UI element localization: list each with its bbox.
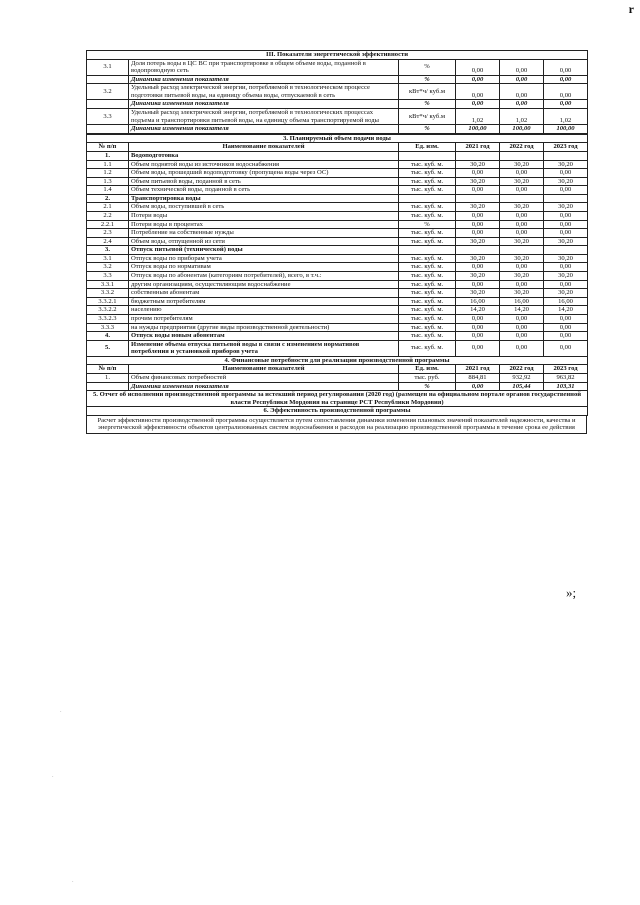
row-name: Потери воды bbox=[129, 211, 399, 220]
value-year-1: 0,00 bbox=[456, 169, 500, 178]
value-year-3: 30,20 bbox=[544, 177, 588, 186]
value-year-1: 1,02 bbox=[456, 109, 500, 125]
value-year-2: 30,20 bbox=[500, 237, 544, 246]
row-number: 3.3.2 bbox=[87, 289, 129, 298]
row-name: Доля потерь воды в ЦС ВС при транспортировке в общем объеме воды, поданной в водопроводную сеть bbox=[129, 59, 399, 75]
row-number bbox=[87, 100, 129, 109]
value-year-3 bbox=[544, 246, 588, 255]
dynamics-row bbox=[87, 100, 588, 109]
value-year-2: 0,00 bbox=[500, 280, 544, 289]
header-name: Наименование показателей bbox=[129, 143, 399, 152]
table-row bbox=[87, 220, 588, 229]
row-number: 1. bbox=[87, 373, 129, 382]
row-name: Объем воды, прошедший водоподготовку (пропущена воды через ОС) bbox=[129, 169, 399, 178]
row-name: Объем поднятой воды из источников водоснабжения bbox=[129, 160, 399, 169]
value-year-1: 30,20 bbox=[456, 203, 500, 212]
row-number: 2. bbox=[87, 194, 129, 203]
row-name: Динамика изменения показателя bbox=[129, 75, 399, 84]
finance-header-year-3: 2023 год bbox=[544, 365, 588, 374]
row-number: 1.2 bbox=[87, 169, 129, 178]
table-row bbox=[87, 280, 588, 289]
section-finance-title: 4. Финансовые потребности для реализации производственной программы bbox=[87, 356, 588, 365]
value-year-2: 0,00 bbox=[500, 314, 544, 323]
header-year-3: 2023 год bbox=[544, 143, 588, 152]
value-year-3 bbox=[544, 194, 588, 203]
value-year-2: 0,00 bbox=[500, 263, 544, 272]
row-unit: % bbox=[399, 59, 456, 75]
row-unit: кВт*ч/ куб.м bbox=[399, 109, 456, 125]
table-row bbox=[87, 229, 588, 238]
row-name: Транспортировка воды bbox=[129, 194, 399, 203]
value-year-2: 0,00 bbox=[500, 169, 544, 178]
value-year-1: 884,81 bbox=[456, 373, 500, 382]
value-year-3: 30,20 bbox=[544, 203, 588, 212]
value-year-1: 30,20 bbox=[456, 254, 500, 263]
value-year-1: 30,20 bbox=[456, 160, 500, 169]
value-year-1: 30,20 bbox=[456, 177, 500, 186]
value-year-2: 0,00 bbox=[500, 332, 544, 341]
table-row bbox=[87, 151, 588, 160]
row-name: Динамика изменения показателя bbox=[129, 125, 399, 134]
row-name: Потребление на собственные нужды bbox=[129, 229, 399, 238]
table-row bbox=[87, 246, 588, 255]
row-number: 5. bbox=[87, 340, 129, 356]
row-number: 2.4 bbox=[87, 237, 129, 246]
document-body bbox=[86, 50, 587, 434]
row-unit: тыс. куб. м. bbox=[399, 254, 456, 263]
table-row bbox=[87, 237, 588, 246]
value-year-2 bbox=[500, 151, 544, 160]
value-year-2: 0,00 bbox=[500, 220, 544, 229]
row-unit: тыс. куб. м. bbox=[399, 314, 456, 323]
scan-speck: · bbox=[52, 775, 54, 780]
row-unit: тыс. куб. м. bbox=[399, 186, 456, 195]
row-number: 2.2.1 bbox=[87, 220, 129, 229]
finance-header-row bbox=[87, 365, 588, 374]
table-row bbox=[87, 194, 588, 203]
value-year-3: 30,20 bbox=[544, 237, 588, 246]
table-row bbox=[87, 314, 588, 323]
row-number: 2.2 bbox=[87, 211, 129, 220]
table-row bbox=[87, 297, 588, 306]
section6-text: Расчет эффективности производственной программы осуществляется путем сопоставления динамики изменения плановых значений показателей надежности, качества и энергетической эффективности объектов централизованных систем водоснабжения и расходов на реализацию производственной программы в течение срока ее действия bbox=[86, 416, 587, 434]
value-year-3: 1,02 bbox=[544, 109, 588, 125]
header-year-1: 2021 год bbox=[456, 143, 500, 152]
table-row bbox=[87, 340, 588, 356]
header-unit: Ед. изм. bbox=[399, 143, 456, 152]
value-year-2: 0,00 bbox=[500, 100, 544, 109]
value-year-3 bbox=[544, 151, 588, 160]
row-number: 3.3.2.2 bbox=[87, 306, 129, 315]
value-year-2: 30,20 bbox=[500, 160, 544, 169]
table-row bbox=[87, 84, 588, 100]
value-year-1: 0,00 bbox=[456, 332, 500, 341]
table-row bbox=[87, 306, 588, 315]
scan-speck: · bbox=[72, 880, 74, 885]
value-year-3: 0,00 bbox=[544, 263, 588, 272]
row-number: 3.3.2.1 bbox=[87, 297, 129, 306]
row-number: 3. bbox=[87, 246, 129, 255]
header-year-2: 2022 год bbox=[500, 143, 544, 152]
row-unit: кВт*ч/ куб.м bbox=[399, 84, 456, 100]
value-year-1: 16,00 bbox=[456, 297, 500, 306]
value-year-1 bbox=[456, 246, 500, 255]
row-unit: тыс. куб. м. bbox=[399, 272, 456, 281]
row-name: Отпуск воды по приборам учета bbox=[129, 254, 399, 263]
row-name: Удельный расход электрической энергии, потребляемой в технологическом процессе подготовки питьевой воды, на единицу объема воды, отпускаемой в сеть bbox=[129, 84, 399, 100]
value-year-2: 0,00 bbox=[500, 211, 544, 220]
table-header-row bbox=[87, 143, 588, 152]
value-year-3: 103,31 bbox=[544, 382, 588, 391]
row-name: Водоподготовка bbox=[129, 151, 399, 160]
value-year-1: 0,00 bbox=[456, 229, 500, 238]
value-year-1: 0,00 bbox=[456, 280, 500, 289]
table-row bbox=[87, 272, 588, 281]
row-number bbox=[87, 75, 129, 84]
row-unit: тыс. куб. м. bbox=[399, 297, 456, 306]
row-number: 4. bbox=[87, 332, 129, 341]
value-year-2: 30,20 bbox=[500, 272, 544, 281]
value-year-1: 0,00 bbox=[456, 382, 500, 391]
row-name: Отпуск воды новым абонентам bbox=[129, 332, 399, 341]
value-year-2: 30,20 bbox=[500, 203, 544, 212]
value-year-3: 30,20 bbox=[544, 254, 588, 263]
value-year-2: 30,20 bbox=[500, 289, 544, 298]
row-name: собственным абонентам bbox=[129, 289, 399, 298]
row-number: 3.1 bbox=[87, 59, 129, 75]
row-number: 3.2 bbox=[87, 84, 129, 100]
value-year-2: 0,00 bbox=[500, 59, 544, 75]
row-name: Удельный расход электрической энергии, потребляемой в технологических процессах подъема и транспортировки питьевой воды, на единицу объема транспортируемой воды bbox=[129, 109, 399, 125]
value-year-3: 0,00 bbox=[544, 59, 588, 75]
value-year-2: 0,00 bbox=[500, 186, 544, 195]
row-number: 3.3 bbox=[87, 109, 129, 125]
row-unit: тыс. куб. м. bbox=[399, 306, 456, 315]
value-year-1: 0,00 bbox=[456, 75, 500, 84]
table-row bbox=[87, 203, 588, 212]
value-year-3: 0,00 bbox=[544, 75, 588, 84]
value-year-2: 1,02 bbox=[500, 109, 544, 125]
row-name: бюджетным потребителям bbox=[129, 297, 399, 306]
table-row bbox=[87, 186, 588, 195]
value-year-1: 30,20 bbox=[456, 289, 500, 298]
row-unit bbox=[399, 246, 456, 255]
value-year-2: 0,00 bbox=[500, 323, 544, 332]
row-number: 3.3.3 bbox=[87, 323, 129, 332]
row-name: Объем финансовых потребностей bbox=[129, 373, 399, 382]
row-number: 3.3.1 bbox=[87, 280, 129, 289]
page-corner-mark: r bbox=[628, 2, 634, 16]
table-row bbox=[87, 332, 588, 341]
value-year-1: 0,00 bbox=[456, 340, 500, 356]
value-year-1: 14,20 bbox=[456, 306, 500, 315]
row-unit: % bbox=[399, 75, 456, 84]
row-unit: тыс. куб. м. bbox=[399, 160, 456, 169]
row-number: 3.1 bbox=[87, 254, 129, 263]
value-year-3: 0,00 bbox=[544, 211, 588, 220]
value-year-2: 30,20 bbox=[500, 254, 544, 263]
value-year-1: 0,00 bbox=[456, 59, 500, 75]
table-row bbox=[87, 254, 588, 263]
row-unit: тыс. куб. м. bbox=[399, 323, 456, 332]
value-year-1: 0,00 bbox=[456, 263, 500, 272]
row-name: Отпуск воды по нормативам bbox=[129, 263, 399, 272]
value-year-3: 100,00 bbox=[544, 125, 588, 134]
value-year-1: 100,00 bbox=[456, 125, 500, 134]
row-name: Изменение объема отпуска питьевой воды в связи с изменением нормативов потребления и установкой приборов учета bbox=[129, 340, 399, 356]
row-unit: тыс. куб. м. bbox=[399, 169, 456, 178]
energy-efficiency-table bbox=[86, 50, 588, 134]
row-number: 1. bbox=[87, 151, 129, 160]
value-year-2: 100,00 bbox=[500, 125, 544, 134]
value-year-1: 0,00 bbox=[456, 186, 500, 195]
section6-title: 6. Эффективность производственной программы bbox=[87, 407, 588, 416]
value-year-3: 14,20 bbox=[544, 306, 588, 315]
row-name: Отпуск воды по абонентам (категориям потребителей), всего, в т.ч.: bbox=[129, 272, 399, 281]
row-number: 1.3 bbox=[87, 177, 129, 186]
value-year-3: 0,00 bbox=[544, 332, 588, 341]
section5-report: 5. Отчет об исполнении производственной программы за истекший период регулирования (2020 год) (размещен на официальном портале органов государственной власти Республики Мордовия на странице РСТ Республики Мордовия) bbox=[87, 391, 588, 407]
row-name: Объем технической воды, поданной в сеть bbox=[129, 186, 399, 195]
row-name: на нужды предприятия (другие виды производственной деятельности) bbox=[129, 323, 399, 332]
value-year-3: 0,00 bbox=[544, 280, 588, 289]
table-row bbox=[87, 263, 588, 272]
row-name: Объем питьевой воды, поданной в сеть bbox=[129, 177, 399, 186]
value-year-3: 30,20 bbox=[544, 160, 588, 169]
value-year-1: 30,20 bbox=[456, 237, 500, 246]
scan-speck: · bbox=[60, 710, 62, 715]
row-number: 3.3 bbox=[87, 272, 129, 281]
value-year-1: 0,00 bbox=[456, 220, 500, 229]
row-name: Динамика изменения показателя bbox=[129, 382, 399, 391]
row-unit bbox=[399, 194, 456, 203]
dynamics-row bbox=[87, 125, 588, 134]
row-unit bbox=[399, 151, 456, 160]
dynamics-row bbox=[87, 75, 588, 84]
row-name: Динамика изменения показателя bbox=[129, 100, 399, 109]
table-row bbox=[87, 289, 588, 298]
row-unit: тыс. руб. bbox=[399, 373, 456, 382]
value-year-2: 0,00 bbox=[500, 75, 544, 84]
row-name: Отпуск питьевой (технической) воды bbox=[129, 246, 399, 255]
row-number: 3.2 bbox=[87, 263, 129, 272]
value-year-2: 0,00 bbox=[500, 229, 544, 238]
planned-volume-table bbox=[86, 134, 588, 416]
row-unit: % bbox=[399, 125, 456, 134]
table-row bbox=[87, 160, 588, 169]
row-name: прочим потребителям bbox=[129, 314, 399, 323]
row-number bbox=[87, 382, 129, 391]
row-number: 2.3 bbox=[87, 229, 129, 238]
row-number: 2.1 bbox=[87, 203, 129, 212]
value-year-2: 0,00 bbox=[500, 84, 544, 100]
table-row bbox=[87, 109, 588, 125]
value-year-1: 0,00 bbox=[456, 323, 500, 332]
row-number bbox=[87, 125, 129, 134]
footer-quote-mark: »; bbox=[566, 585, 577, 600]
value-year-1 bbox=[456, 151, 500, 160]
finance-header-num: № п/п bbox=[87, 365, 129, 374]
value-year-2: 30,20 bbox=[500, 177, 544, 186]
table-row bbox=[87, 169, 588, 178]
row-name: Объем воды, отпущенной из сети bbox=[129, 237, 399, 246]
value-year-3: 0,00 bbox=[544, 340, 588, 356]
row-unit: тыс. куб. м. bbox=[399, 263, 456, 272]
value-year-3: 963,82 bbox=[544, 373, 588, 382]
value-year-3: 0,00 bbox=[544, 323, 588, 332]
value-year-3: 0,00 bbox=[544, 314, 588, 323]
value-year-1: 0,00 bbox=[456, 84, 500, 100]
section-volume-title: 3. Планируемый объем подачи воды bbox=[87, 134, 588, 143]
row-number: 1.1 bbox=[87, 160, 129, 169]
row-unit: тыс. куб. м. bbox=[399, 280, 456, 289]
value-year-2: 16,00 bbox=[500, 297, 544, 306]
row-name: другим организациям, осуществляющим водоснабжение bbox=[129, 280, 399, 289]
finance-header-unit: Ед. изм. bbox=[399, 365, 456, 374]
value-year-3: 0,00 bbox=[544, 169, 588, 178]
section3-title: III. Показатели энергетической эффективности bbox=[87, 51, 588, 60]
row-name: Потери воды в процентах bbox=[129, 220, 399, 229]
row-unit: тыс. куб. м. bbox=[399, 237, 456, 246]
value-year-2 bbox=[500, 246, 544, 255]
row-unit: % bbox=[399, 220, 456, 229]
table-row bbox=[87, 323, 588, 332]
value-year-3: 0,00 bbox=[544, 186, 588, 195]
table-row bbox=[87, 59, 588, 75]
value-year-2: 932,92 bbox=[500, 373, 544, 382]
value-year-1: 0,00 bbox=[456, 211, 500, 220]
row-unit: тыс. куб. м. bbox=[399, 203, 456, 212]
finance-header-year-2: 2022 год bbox=[500, 365, 544, 374]
finance-header-name: Наименование показателей bbox=[129, 365, 399, 374]
value-year-3: 30,20 bbox=[544, 289, 588, 298]
row-number: 3.3.2.3 bbox=[87, 314, 129, 323]
row-unit: тыс. куб. м. bbox=[399, 177, 456, 186]
row-name: Объем воды, поступившей в сеть bbox=[129, 203, 399, 212]
value-year-3: 0,00 bbox=[544, 100, 588, 109]
row-name: населению bbox=[129, 306, 399, 315]
row-unit: тыс. куб. м. bbox=[399, 289, 456, 298]
value-year-1: 0,00 bbox=[456, 100, 500, 109]
row-unit: % bbox=[399, 382, 456, 391]
value-year-3: 0,00 bbox=[544, 84, 588, 100]
row-unit: тыс. куб. м. bbox=[399, 332, 456, 341]
row-unit: тыс. куб. м. bbox=[399, 340, 456, 356]
value-year-1: 0,00 bbox=[456, 314, 500, 323]
value-year-3: 30,20 bbox=[544, 272, 588, 281]
row-number: 1.4 bbox=[87, 186, 129, 195]
value-year-3: 0,00 bbox=[544, 220, 588, 229]
value-year-1: 30,20 bbox=[456, 272, 500, 281]
value-year-2: 105,44 bbox=[500, 382, 544, 391]
dynamics-row bbox=[87, 382, 588, 391]
table-row bbox=[87, 211, 588, 220]
header-num: № п/п bbox=[87, 143, 129, 152]
value-year-3: 16,00 bbox=[544, 297, 588, 306]
value-year-3: 0,00 bbox=[544, 229, 588, 238]
value-year-2 bbox=[500, 194, 544, 203]
table-row bbox=[87, 177, 588, 186]
value-year-1 bbox=[456, 194, 500, 203]
row-unit: % bbox=[399, 100, 456, 109]
row-unit: тыс. куб. м. bbox=[399, 211, 456, 220]
table-row bbox=[87, 373, 588, 382]
value-year-2: 14,20 bbox=[500, 306, 544, 315]
finance-header-year-1: 2021 год bbox=[456, 365, 500, 374]
row-unit: тыс. куб. м. bbox=[399, 229, 456, 238]
value-year-2: 0,00 bbox=[500, 340, 544, 356]
